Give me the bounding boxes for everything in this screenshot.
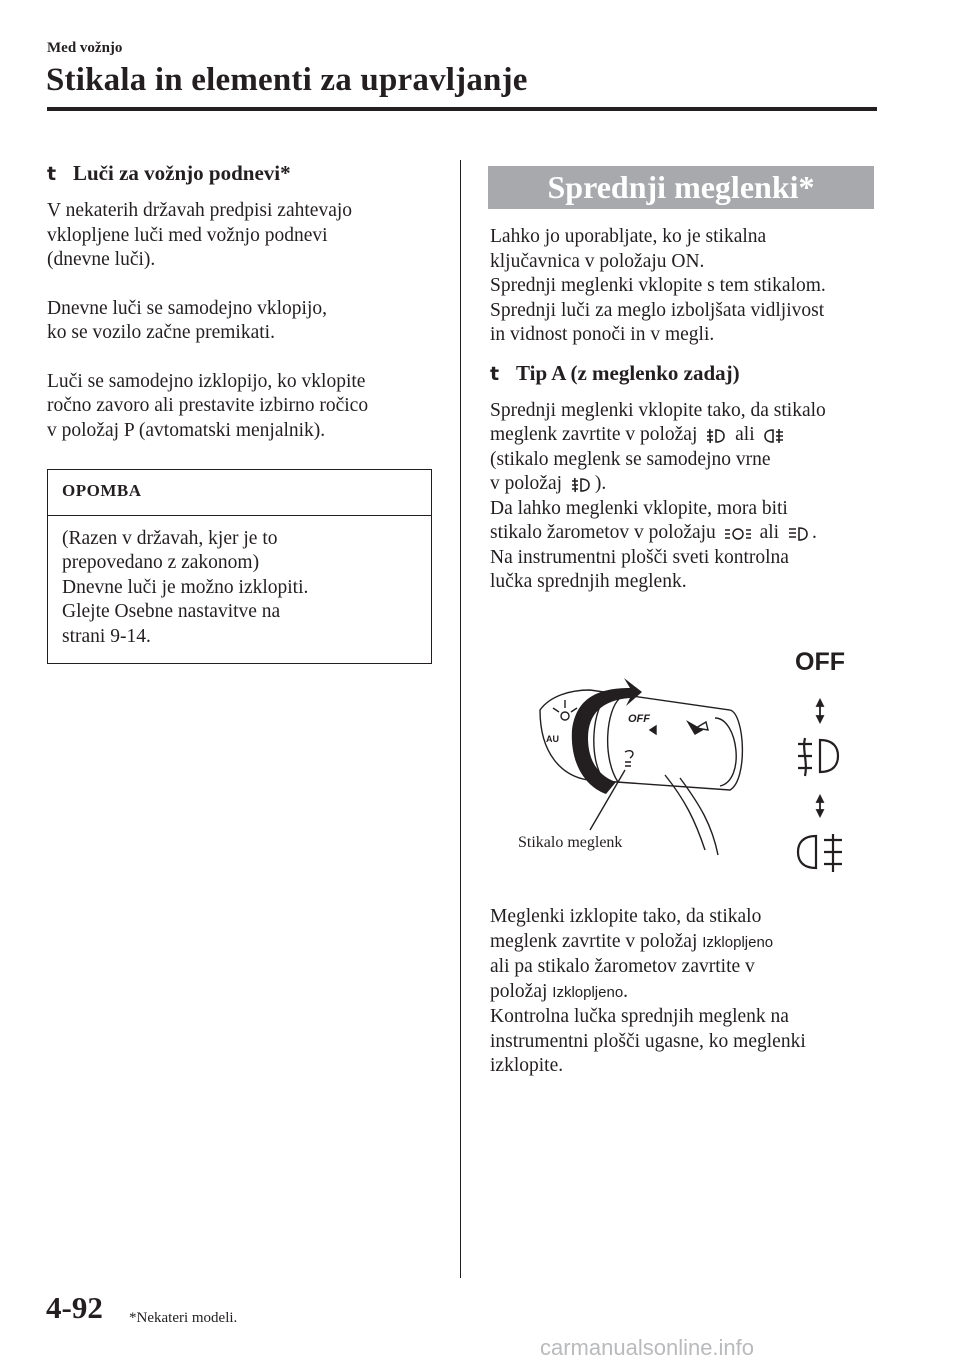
- up-down-arrow-icon: [817, 796, 823, 816]
- intro-paragraph: Lahko jo uporabljate, ko je stikalna ključavnica v položaju ON. Sprednji meglenki vklopite s tem stikalom. Sprednji luči za meglo izboljšata vidljivost in vidnost ponoči in v megli.: [490, 226, 826, 345]
- section-bullet: t: [490, 362, 500, 385]
- note-title: OPOMBA: [48, 470, 431, 516]
- section-bullet: t: [47, 163, 57, 185]
- paragraph-fog-off-block: [490, 905, 875, 1079]
- note-body: (Razen v državah, kjer je to prepovedano z zakonom) Dnevne luči je možno izklopiti. Glejte Osebne nastavitve na strani 9-14.: [62, 527, 309, 647]
- header-rule: [47, 107, 877, 111]
- lever-off-label: OFF: [628, 713, 650, 725]
- section-banner: Sprednji meglenki*: [488, 166, 874, 209]
- up-down-arrow-icon: [817, 700, 823, 722]
- fog-switch-figure: [480, 630, 880, 890]
- column-divider: [460, 160, 461, 1278]
- section-heading-type-a: t Tip A (z meglenko zadaj): [490, 358, 875, 389]
- paragraph-fog-on: Sprednji meglenki vklopite tako, da stikalo meglenk zavrtite v položaj ali (stikalo meglenk se samodejno vrne v položaj ). Da lahko meglenki vklopite, mora biti stikalo žarometov v položaju ali . Na instrumentni plošči sveti kontrolna lučka sprednjih meglenk.: [490, 399, 826, 592]
- off-label: OFF: [795, 648, 845, 676]
- front-fog-icon: [704, 427, 728, 445]
- front-fog-icon: [798, 738, 838, 776]
- front-fog-icon: [569, 476, 593, 494]
- chapter-title: Stikala in elementi za upravljanje: [46, 62, 528, 98]
- right-column: [490, 225, 875, 595]
- off-position-label: Izklopljeno: [702, 933, 774, 951]
- footnote: *Nekateri modeli.: [129, 1310, 238, 1326]
- section-heading-daytime-lights: t Luči za vožnjo podnevi*: [47, 158, 432, 189]
- running-head: Med vožnjo: [47, 40, 123, 56]
- note-box: [47, 469, 432, 664]
- page-number: 4-92: [46, 1290, 103, 1325]
- paragraph-fog-off: Meglenki izklopite tako, da stikalo meglenk zavrtite v položaj Izklopljeno ali pa stikalo žarometov zavrtite v položaj Izklopljeno. Kontrolna lučka sprednjih meglenk na instrumentni plošči ugasne, ko meglenki izklopite.: [490, 906, 806, 1076]
- rear-fog-icon: [762, 427, 786, 445]
- paragraph: Dnevne luči se samodejno vklopijo, ko se vozilo začne premikati.: [47, 297, 327, 343]
- rear-fog-icon: [798, 834, 842, 872]
- paragraph: V nekaterih državah predpisi zahtevajo vklopljene luči med vožnjo podnevi (dnevne luči).: [47, 200, 353, 270]
- off-position-label: Izklopljeno: [552, 983, 624, 1001]
- figure-caption: Stikalo meglenk: [518, 834, 623, 851]
- paragraph: Luči se samodejno izklopijo, ko vklopite ročno zavoro ali prestavite izbirno ročico v položaj P (avtomatski menjalnik).: [47, 370, 369, 441]
- left-column: [47, 158, 432, 664]
- headlight-icon: [786, 525, 810, 543]
- parking-light-icon: [723, 525, 753, 543]
- lever-auto-label: AU: [546, 734, 559, 744]
- watermark: carmanualsonline.info: [540, 1335, 755, 1360]
